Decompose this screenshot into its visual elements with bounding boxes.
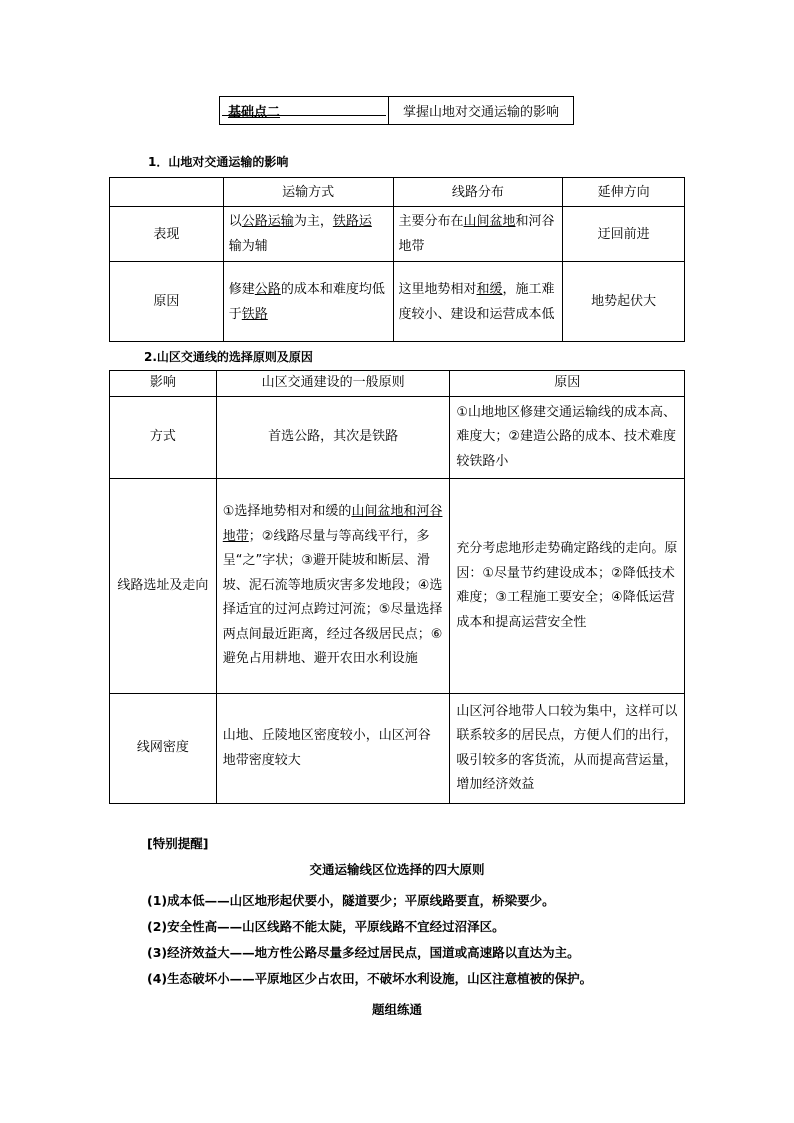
t2-header-reason: 原因 (450, 371, 685, 397)
t1-header-empty (110, 178, 224, 207)
t1-direction-cell: 地势起伏大 (563, 262, 685, 342)
section-title: 掌握山地对交通运输的影响 (389, 97, 574, 125)
section-tag: 基础点二 (220, 97, 389, 125)
t2-header-impact: 影响 (110, 371, 217, 397)
table-transport-principles (109, 370, 685, 804)
t2-row-label: 线路选址及走向 (110, 479, 217, 694)
t1-row-label: 表现 (110, 207, 224, 262)
t1-direction-cell: 迂回前进 (563, 207, 685, 262)
t1-header-distribution: 线路分布 (393, 178, 563, 207)
tag-underline (222, 115, 386, 116)
table-row (110, 694, 685, 804)
t1-row-label: 原因 (110, 262, 224, 342)
t1-distribution-cell: 主要分布在山间盆地和河谷地带 (393, 207, 563, 262)
t2-principle-cell: 山地、丘陵地区密度较小，山区河谷地带密度较大 (216, 694, 450, 804)
t2-row-label: 线网密度 (110, 694, 217, 804)
tips-item: (3)经济效益大——地方性公路尽量多经过居民点，国道或高速路以直达为主。 (147, 945, 580, 960)
table-row (110, 262, 685, 342)
table-row (110, 479, 685, 694)
t1-transport-cell: 以公路运输为主，铁路运 输为辅 (223, 207, 393, 262)
t1-header-transport: 运输方式 (223, 178, 393, 207)
t1-transport-cell: 修建公路的成本和难度均低于铁路 (223, 262, 393, 342)
t2-header-principle: 山区交通建设的一般原则 (216, 371, 450, 397)
t1-header-direction: 延伸方向 (563, 178, 685, 207)
table-row (110, 397, 685, 479)
section1-heading: 1．山地对交通运输的影响 (148, 155, 289, 169)
table-row (110, 207, 685, 262)
tips-tag: [特别提醒] (147, 836, 209, 851)
t2-reason-cell: 充分考虑地形走势确定路线的走向。原因：①尽量节约建设成本；②降低技术难度；③工程施工要安全；④降低运营成本和提高运营安全性 (450, 479, 685, 694)
t2-principle-cell: 首选公路，其次是铁路 (216, 397, 450, 479)
t2-reason-cell: 山区河谷地带人口较为集中，这样可以联系较多的居民点，方便人们的出行，吸引较多的客货流，从而提高营运量，增加经济效益 (450, 694, 685, 804)
tips-item: (4)生态破坏小——平原地区少占农田，不破坏水利设施，山区注意植被的保护。 (147, 971, 593, 986)
table-mountain-transport (109, 177, 685, 342)
tips-item: (2)安全性高——山区线路不能太陡，平原线路不宜经过沼泽区。 (147, 919, 505, 934)
t2-principle-cell: ①选择地势相对和缓的山间盆地和河谷地带；②线路尽量与等高线平行，多呈“之”字状；③避开陡坡和断层、滑坡、泥石流等地质灾害多发地段；④选择适宜的过河点跨过河流；⑤尽量选择两点间最近距离，经过各级居民点；⑥避免占用耕地、避开农田水利设施 (216, 479, 450, 694)
tips-item: (1)成本低——山区地形起伏要小，隧道要少；平原线路要直，桥梁要少。 (147, 893, 555, 908)
t1-distribution-cell: 这里地势相对和缓，施工难度较小、建设和运营成本低 (393, 262, 563, 342)
section-header-box (219, 96, 574, 125)
footer-heading: 题组练通 (371, 1002, 422, 1017)
t2-reason-cell: ①山地地区修建交通运输线的成本高、难度大；②建造公路的成本、技术难度较铁路小 (450, 397, 685, 479)
t2-row-label: 方式 (110, 397, 217, 479)
section2-heading: 2.山区交通线的选择原则及原因 (144, 350, 313, 364)
tips-title: 交通运输线区位选择的四大原则 (309, 862, 485, 877)
